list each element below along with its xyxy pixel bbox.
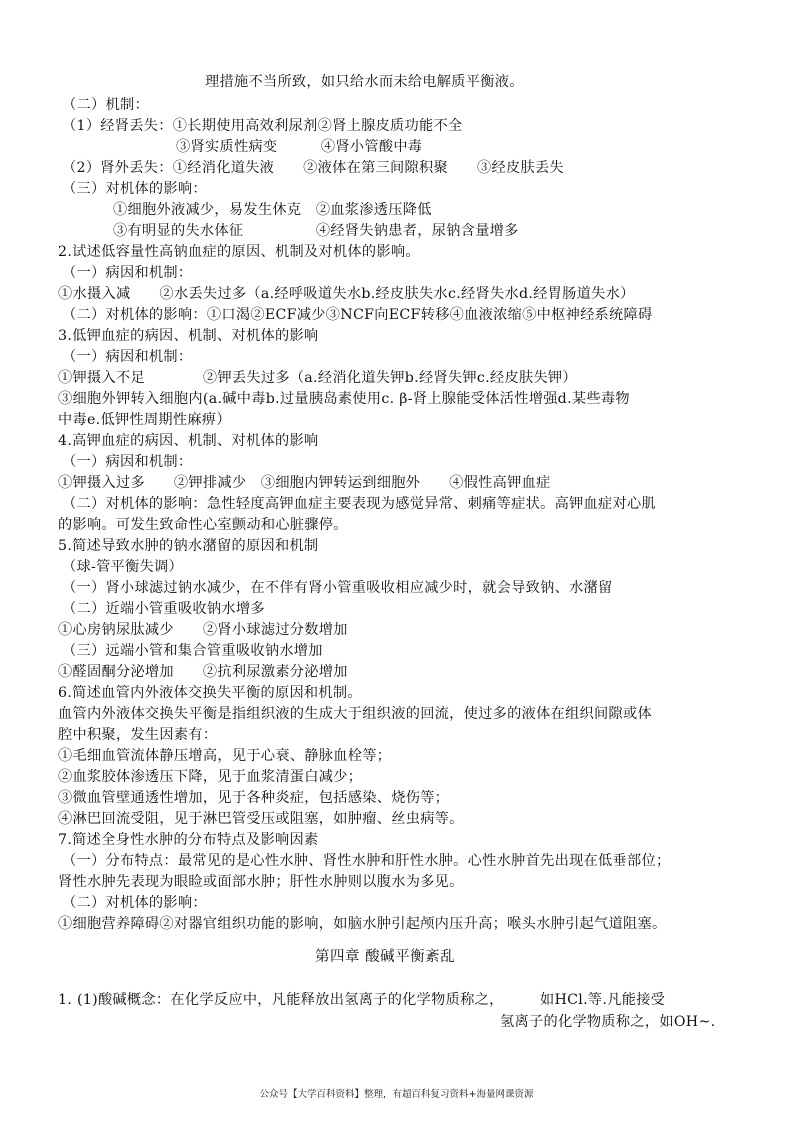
section-heading: （二）机制：: [62, 97, 149, 113]
text-line: ①毛细血管流体静压增高，见于心衰、静脉血栓等；: [58, 748, 392, 764]
question-heading: 6.简述血管内外液体交换失平衡的原因和机制。: [58, 685, 362, 701]
text-line: ①心房钠尿肽减少 ②肾小球滤过分数增加: [58, 622, 348, 638]
text-line: 的影响。可发生致命性心室颤动和心脏骤停。: [58, 517, 348, 533]
text-line: ①水摄入减 ②水丢失过多（a.经呼吸道失水b.经皮肤失水c.经肾失水d.经胃肠道失水）: [58, 286, 635, 302]
text-line: ③细胞外钾转入细胞内(a.碱中毒b.过量胰岛素使用c. β-肾上腺能受体活性增强d.某些毒物: [58, 391, 630, 407]
definition-line: 1. (1)酸碱概念：在化学反应中，凡能释放出氢离子的化学物质称之， 如HCl.等.凡能接受: [58, 992, 666, 1008]
text-line: ③微血管壁通透性增加，见于各种炎症，包括感染、烧伤等；: [58, 790, 450, 806]
text-line: ①醛固酮分泌增加 ②抗利尿激素分泌增加: [58, 664, 348, 680]
section-heading: （一）病因和机制：: [62, 265, 193, 281]
text-line: ④淋巴回流受阻，见于淋巴管受压或阻塞，如肿瘤、丝虫病等。: [58, 811, 464, 827]
section-heading: （三）对机体的影响：: [62, 181, 207, 197]
text-line: （球-管平衡失调）: [62, 559, 183, 575]
section-heading: （二）对机体的影响：: [62, 895, 207, 911]
section-heading: （一）病因和机制：: [62, 454, 193, 470]
text-line: ①钾摄入不足 ②钾丢失过多（a.经消化道失钾b.经肾失钾c.经皮肤失钾）: [58, 370, 577, 386]
text-line: ①细胞外液减少，易发生休克 ②血浆渗透压降低: [113, 202, 432, 218]
text-line: ①细胞营养障碍②对器官组织功能的影响，如脑水肿引起颅内压升高；喉头水肿引起气道阻塞。: [58, 916, 667, 932]
text-line: （二）对机体的影响：①口渴②ECF减少③NCF向ECF转移④血液浓缩⑤中枢神经系统障碍: [62, 307, 653, 323]
text-line: 肾性水肿先表现为眼睑或面部水肿；肝性水肿则以腹水为多见。: [58, 874, 464, 890]
question-heading: 3.低钾血症的病因、机制、对机体的影响: [58, 328, 319, 344]
question-heading: 5.简述导致水肿的钠水潴留的原因和机制: [58, 538, 319, 554]
question-heading: 2.试述低容量性高钠血症的原因、机制及对机体的影响。: [58, 244, 420, 260]
text-line: ①钾摄入过多 ②钾排减少 ③细胞内钾转运到细胞外 ④假性高钾血症: [58, 475, 551, 491]
text-line: （2）肾外丢失：①经消化道失液 ②液体在第三间隙积聚 ③经皮肤丢失: [62, 160, 564, 176]
chapter-title: 第四章 酸碱平衡紊乱: [315, 949, 456, 965]
text-line: 理措施不当所致，如只给水而未给电解质平衡液。: [205, 74, 524, 90]
section-heading: （三）远端小管和集合管重吸收钠水增加: [62, 643, 323, 659]
text-line: （1）经肾丢失：①长期使用高效利尿剂②肾上腺皮质功能不全: [62, 118, 463, 134]
text-line: ③肾实质性病变 ④肾小管酸中毒: [176, 139, 423, 155]
question-heading: 7.简述全身性水肿的分布特点及影响因素: [58, 832, 319, 848]
text-line: （一）肾小球滤过钠水减少，在不伴有肾小管重吸收相应减少时，就会导致钠、水潴留: [62, 580, 613, 596]
text-line: 中毒e.低钾性周期性麻痹）: [58, 412, 231, 428]
text-line: ②血浆胶体渗透压下降，见于血浆清蛋白减少；: [58, 769, 363, 785]
section-heading: （一）病因和机制：: [62, 349, 193, 365]
section-heading: （二）近端小管重吸收钠水增多: [62, 601, 265, 617]
definition-line: 氢离子的化学物质称之，如OH~.: [500, 1014, 716, 1030]
text-line: 腔中积聚，发生因素有：: [58, 727, 218, 743]
text-line: 血管内外液体交换失平衡是指组织液的生成大于组织液的回流，使过多的液体在组织间隙或体: [58, 706, 652, 722]
text-line: （一）分布特点：最常见的是心性水肿、肾性水肿和肝性水肿。心性水肿首先出现在低垂部位；: [62, 853, 671, 869]
text-line: ③有明显的失水体征 ④经肾失钠患者，尿钠含量增多: [113, 223, 519, 239]
text-line: （二）对机体的影响：急性轻度高钾血症主要表现为感觉异常、刺痛等症状。高钾血症对心肌: [62, 496, 656, 512]
question-heading: 4.高钾血症的病因、机制、对机体的影响: [58, 433, 319, 449]
footer-note: 公众号【大学百科资料】整理，有超百科复习资料+海量网课资源: [259, 1089, 534, 1100]
